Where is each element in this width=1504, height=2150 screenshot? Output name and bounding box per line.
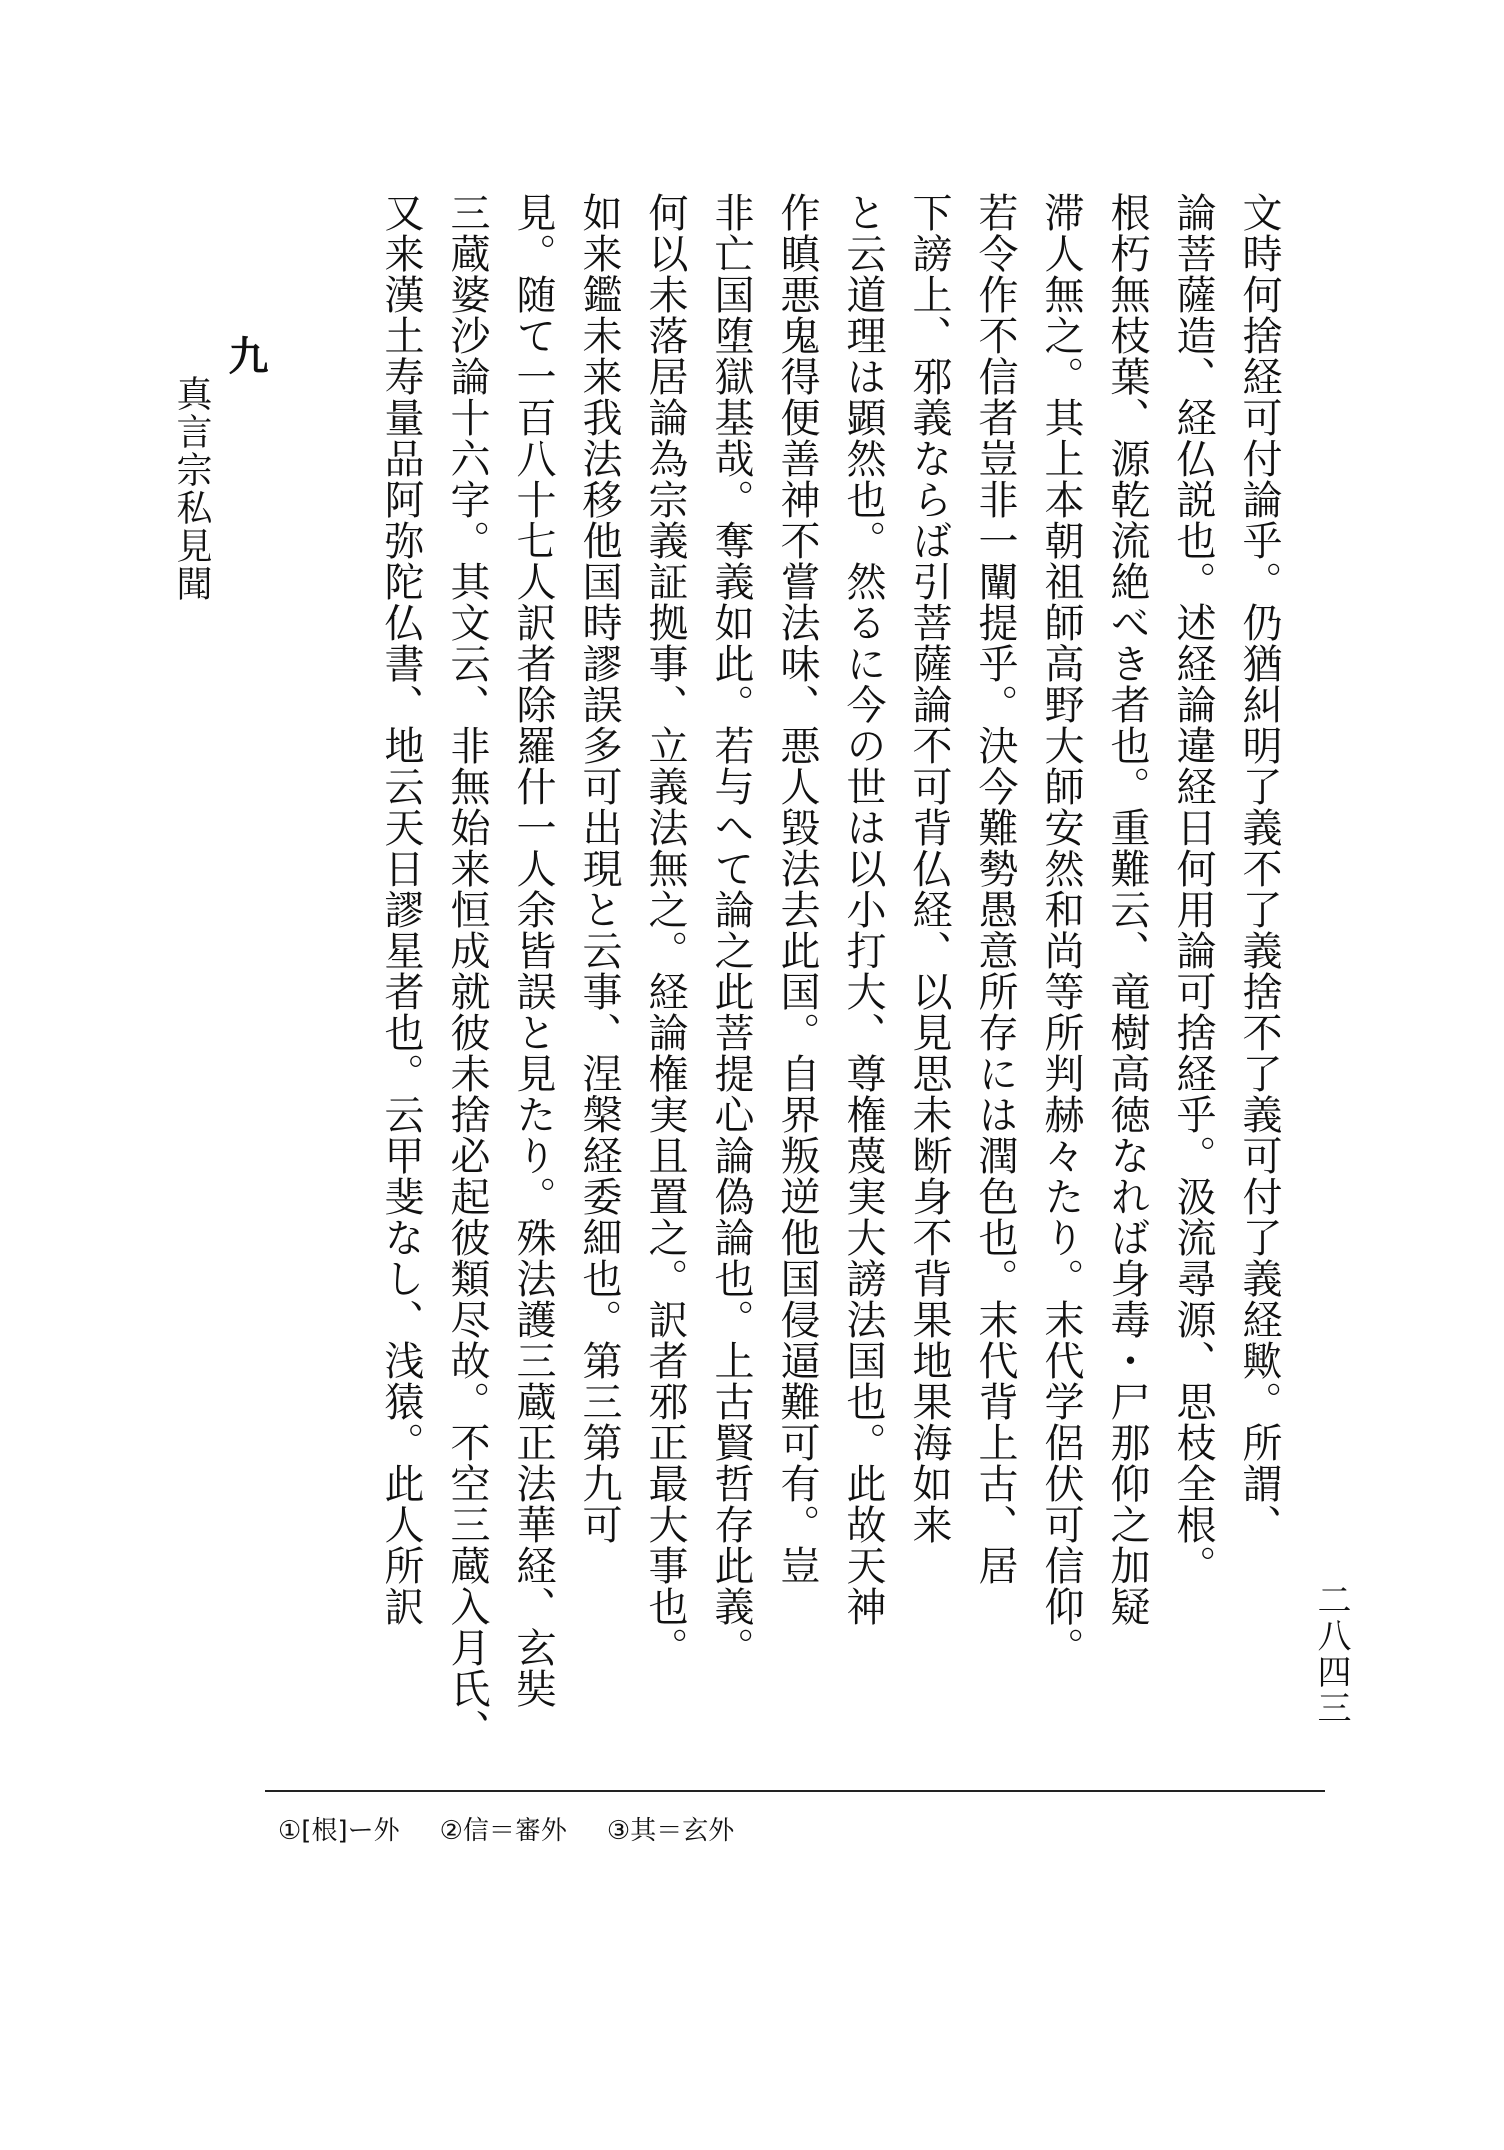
text-line: 何以未落居論為宗義証拠事、立義法無之。経論権実且置之。訳者邪正最大事也。 — [642, 192, 688, 1668]
text-line: 滞人無之。其上本朝祖師高野大師安然和尚等所判赫々たり。末代学侶伏可信仰。 — [1038, 192, 1084, 1668]
text-line: 根朽無枝葉、源乾流絶べき者也。重難云、竜樹高徳なれば身毒・尸那仰之加疑 — [1104, 192, 1150, 1627]
footnote: ①[根]ー外 — [278, 1816, 400, 1846]
book-title: 真言宗私見聞 — [171, 375, 212, 603]
running-header — [166, 335, 274, 603]
text-line: 非亡国堕獄基哉。奪義如此。若与へて論之此菩提心論偽論也。上古賢哲存此義。 — [708, 192, 754, 1668]
text-line: 論菩薩造、経仏説也。述経論違経日何用論可捨経乎。汲流尋源、思枝全根。 — [1170, 192, 1216, 1586]
text-line: 又来漢土寿量品阿弥陀仏書、地云天日謬星者也。云甲斐なし、浅猿。此人所訳 — [378, 192, 424, 1627]
footnote-divider — [265, 1790, 1325, 1792]
text-line: 見。随て一百八十七人訳者除羅什一人余皆誤と見たり。殊法護三蔵正法華経、玄奘 — [510, 192, 556, 1709]
chapter-number: 九 — [222, 335, 269, 375]
text-line: 作瞋悪鬼得便善神不嘗法味、悪人毀法去此国。自界叛逆他国侵逼難可有。豈 — [774, 192, 820, 1586]
text-line: 若令作不信者豈非一闡提乎。決今難勢愚意所存には潤色也。末代背上古、居 — [972, 192, 1018, 1586]
footnotes — [278, 1810, 734, 1847]
text-line: 文時何捨経可付論乎。仍猶糾明了義不了義捨不了義可付了義経歟。所謂、 — [1236, 192, 1282, 1545]
page-number: 二八四三 — [1311, 1582, 1351, 1726]
text-line: 如来鑑未来我法移他国時謬誤多可出現と云事、涅槃経委細也。第三第九可 — [576, 192, 622, 1545]
text-line: 下謗上、邪義ならば引菩薩論不可背仏経、以見思未断身不背果地果海如来 — [906, 192, 952, 1545]
text-line: 三蔵婆沙論十六字。其文云、非無始来恒成就彼未捨必起彼類尽故。不空三蔵入月氏、 — [444, 192, 490, 1750]
footnote: ②信＝審外 — [439, 1816, 567, 1846]
footnote: ③其＝玄外 — [606, 1816, 735, 1846]
text-line: と云道理は顕然也。然るに今の世は以小打大、尊権蔑実大謗法国也。此故天神 — [840, 192, 886, 1627]
main-text — [212, 192, 1292, 1752]
